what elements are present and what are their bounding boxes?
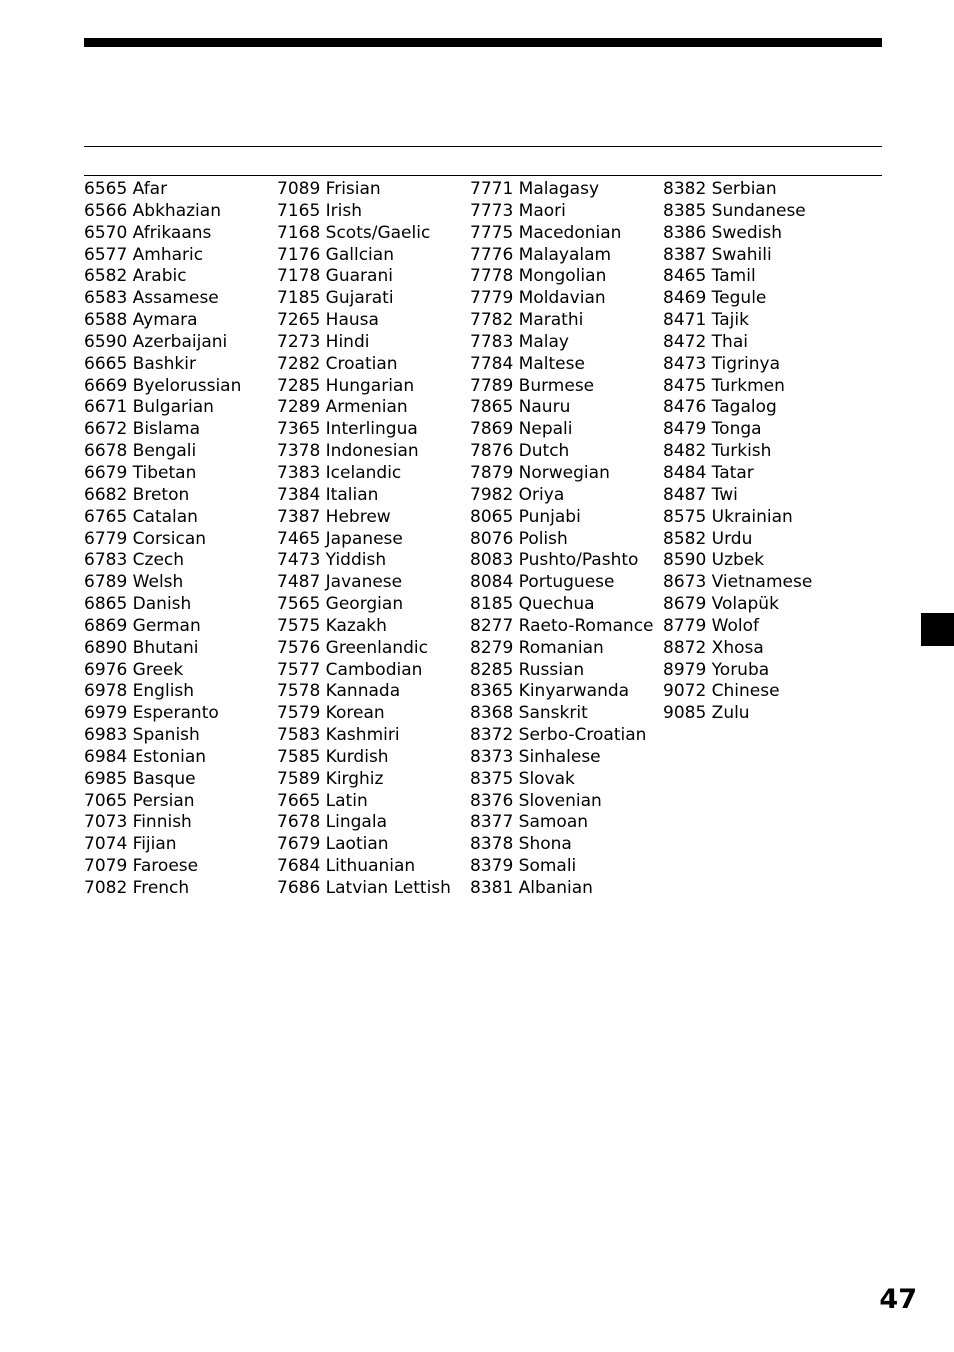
language-code-entry: 6583 Assamese: [84, 288, 219, 309]
language-code-entry: 7565 Georgian: [277, 594, 404, 615]
language-code-entry: 7487 Javanese: [277, 572, 403, 593]
language-code-entry: 7473 Yiddish: [277, 550, 387, 571]
language-code-entry: 7583 Kashmiri: [277, 725, 400, 746]
language-code-entry: 7784 Maltese: [470, 353, 585, 374]
language-code-column-1: [84, 179, 277, 900]
language-code-entry: 7073 Finnish: [84, 812, 192, 833]
language-code-entry: 6570 Afrikaans: [84, 222, 212, 243]
language-code-entry: 6577 Amharic: [84, 244, 204, 265]
language-code-entry: 6669 Byelorussian: [84, 375, 242, 396]
language-code-entry: 7465 Japanese: [277, 528, 403, 549]
language-code-entry: 7577 Cambodian: [277, 659, 423, 680]
language-code-entry: 8285 Russian: [470, 659, 585, 680]
language-code-entry: 8386 Swedish: [663, 222, 782, 243]
language-code-entry: 8590 Uzbek: [663, 550, 765, 571]
language-code-entry: 7869 Nepali: [470, 419, 573, 440]
language-code-entry: 8373 Sinhalese: [470, 746, 601, 767]
language-code-entry: 7982 Oriya: [470, 484, 565, 505]
language-code-entry: 8365 Kinyarwanda: [470, 681, 630, 702]
language-code-entry: 7876 Dutch: [470, 441, 570, 462]
language-code-entry: 8473 Tigrinya: [663, 353, 781, 374]
language-code-entry: 7686 Latvian Lettish: [277, 878, 451, 898]
language-code-entry: 6869 German: [84, 615, 201, 636]
language-code-entry: 8979 Yoruba: [663, 659, 770, 680]
language-code-entry: 7089 Frisian: [277, 179, 381, 199]
language-code-entry: 7879 Norwegian: [470, 462, 610, 483]
language-code-entry: 7679 Laotian: [277, 834, 389, 855]
language-code-column-2: [277, 179, 470, 900]
language-code-column-3: [470, 179, 663, 900]
language-code-entry: 6979 Esperanto: [84, 703, 219, 724]
language-code-entry: 6678 Bengali: [84, 441, 197, 462]
language-code-entry: 7178 Guarani: [277, 266, 393, 287]
language-code-entry: 6588 Aymara: [84, 310, 198, 331]
language-code-entry: 8471 Tajik: [663, 310, 749, 331]
language-code-entry: 8375 Slovak: [470, 768, 575, 789]
language-code-entry: 7079 Faroese: [84, 856, 199, 877]
language-code-list: [84, 179, 884, 900]
language-code-entry: 8487 Twi: [663, 484, 738, 505]
language-code-entry: 6671 Bulgarian: [84, 397, 214, 418]
language-code-entry: 8387 Swahili: [663, 244, 772, 265]
language-code-entry: 7773 Maori: [470, 200, 566, 221]
language-code-entry: 7185 Gujarati: [277, 288, 394, 309]
language-code-entry: 8673 Vietnamese: [663, 572, 813, 593]
language-code-entry: 9072 Chinese: [663, 681, 780, 702]
language-code-entry: 7383 Icelandic: [277, 462, 402, 483]
language-code-entry: 7265 Hausa: [277, 310, 379, 331]
language-code-entry: 8465 Tamil: [663, 266, 756, 287]
language-code-entry: 8469 Tegule: [663, 288, 767, 309]
language-code-entry: 8065 Punjabi: [470, 506, 581, 527]
language-code-entry: 7789 Burmese: [470, 375, 595, 396]
language-code-entry: 8083 Pushto/Pashto: [470, 550, 639, 571]
top-rule: [84, 38, 882, 47]
language-code-entry: 6984 Estonian: [84, 746, 207, 767]
language-code-entry: 7378 Indonesian: [277, 441, 419, 462]
language-code-entry: 8377 Samoan: [470, 812, 589, 833]
language-code-entry: 6679 Tibetan: [84, 462, 197, 483]
language-code-entry: 7273 Hindi: [277, 331, 370, 352]
language-code-entry: 6985 Basque: [84, 768, 196, 789]
language-code-entry: 6566 Abkhazian: [84, 200, 221, 221]
language-code-entry: 8385 Sundanese: [663, 200, 806, 221]
language-code-entry: 6582 Arabic: [84, 266, 187, 287]
language-code-entry: 7074 Fijian: [84, 834, 177, 855]
header-rule-upper: [84, 146, 882, 147]
language-code-entry: 6590 Azerbaijani: [84, 331, 228, 352]
language-code-entry: 7775 Macedonian: [470, 222, 622, 243]
language-code-entry: 6865 Danish: [84, 594, 192, 615]
language-code-entry: 7589 Kirghiz: [277, 768, 384, 789]
language-code-entry: 8479 Tonga: [663, 419, 762, 440]
language-code-entry: 7384 Italian: [277, 484, 379, 505]
language-code-entry: 6779 Corsican: [84, 528, 207, 549]
language-code-entry: 7579 Korean: [277, 703, 385, 724]
language-code-entry: 6890 Bhutani: [84, 637, 199, 658]
language-code-entry: 8378 Shona: [470, 834, 572, 855]
language-code-entry: 7771 Malagasy: [470, 179, 600, 199]
language-code-entry: 6682 Breton: [84, 484, 190, 505]
language-code-entry: 7285 Hungarian: [277, 375, 415, 396]
language-code-entry: 8084 Portuguese: [470, 572, 615, 593]
language-code-entry: 7575 Kazakh: [277, 615, 387, 636]
language-code-entry: 6672 Bislama: [84, 419, 201, 440]
language-code-entry: 7082 French: [84, 878, 190, 898]
language-code-entry: 8368 Sanskrit: [470, 703, 588, 724]
language-code-entry: 7165 Irish: [277, 200, 363, 221]
language-code-entry: 8376 Slovenian: [470, 790, 602, 811]
language-code-entry: 8582 Urdu: [663, 528, 753, 549]
language-code-entry: 8779 Wolof: [663, 615, 759, 636]
language-code-entry: 7665 Latin: [277, 790, 368, 811]
language-code-entry: 8381 Albanian: [470, 878, 593, 898]
language-code-entry: 7782 Marathi: [470, 310, 584, 331]
language-code-entry: 8575 Ukrainian: [663, 506, 793, 527]
language-code-entry: 7576 Greenlandic: [277, 637, 428, 658]
language-code-entry: 8185 Quechua: [470, 594, 595, 615]
language-code-entry: 7289 Armenian: [277, 397, 408, 418]
language-code-entry: 8872 Xhosa: [663, 637, 764, 658]
page-number: 47: [879, 1284, 917, 1315]
language-code-entry: 7684 Lithuanian: [277, 856, 416, 877]
language-code-entry: 6665 Bashkir: [84, 353, 196, 374]
language-code-entry: 8476 Tagalog: [663, 397, 777, 418]
language-code-entry: 6765 Catalan: [84, 506, 198, 527]
language-code-entry: 7168 Scots/Gaelic: [277, 222, 431, 243]
language-code-entry: 7387 Hebrew: [277, 506, 391, 527]
language-code-entry: 8679 Volapük: [663, 594, 779, 615]
language-code-entry: 7779 Moldavian: [470, 288, 606, 309]
language-code-entry: 7776 Malayalam: [470, 244, 612, 265]
language-code-entry: 6565 Afar: [84, 179, 168, 199]
header-rule-lower: [84, 175, 882, 176]
language-code-entry: 7282 Croatian: [277, 353, 398, 374]
language-code-entry: 8379 Somali: [470, 856, 577, 877]
language-code-entry: 8372 Serbo-Croatian: [470, 725, 647, 746]
language-code-entry: 7783 Malay: [470, 331, 569, 352]
language-code-entry: 8076 Polish: [470, 528, 568, 549]
language-code-entry: 7778 Mongolian: [470, 266, 607, 287]
language-code-entry: 7678 Lingala: [277, 812, 387, 833]
language-code-column-4: [663, 179, 856, 900]
language-code-entry: 7578 Kannada: [277, 681, 401, 702]
language-code-entry: 8475 Turkmen: [663, 375, 785, 396]
language-code-entry: 6783 Czech: [84, 550, 185, 571]
language-code-entry: 7176 Gallcian: [277, 244, 394, 265]
language-code-entry: 8472 Thai: [663, 331, 748, 352]
language-code-entry: 8277 Raeto-Romance: [470, 615, 654, 636]
language-code-entry: 8279 Romanian: [470, 637, 604, 658]
language-code-entry: 9085 Zulu: [663, 703, 750, 724]
language-code-entry: 7065 Persian: [84, 790, 195, 811]
language-code-entry: 7365 Interlingua: [277, 419, 418, 440]
section-tab-marker: [921, 613, 954, 646]
language-code-entry: 6983 Spanish: [84, 725, 200, 746]
language-code-entry: 6789 Welsh: [84, 572, 184, 593]
language-code-entry: 6978 English: [84, 681, 195, 702]
language-code-entry: 6976 Greek: [84, 659, 184, 680]
language-code-entry: 8484 Tatar: [663, 462, 754, 483]
language-code-entry: 7865 Nauru: [470, 397, 571, 418]
language-code-entry: 8382 Serbian: [663, 179, 777, 199]
language-code-entry: 7585 Kurdish: [277, 746, 389, 767]
section-header: [84, 47, 882, 145]
language-code-entry: 8482 Turkish: [663, 441, 772, 462]
